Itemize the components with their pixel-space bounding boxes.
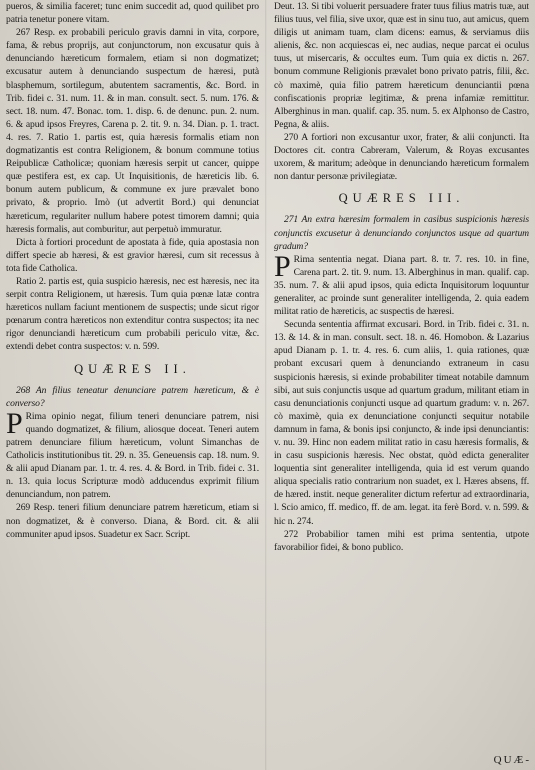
section-heading-quaeres-2: QUÆRES II.	[74, 361, 191, 376]
paragraph-271-first-text: Rima sententia negat. Diana part. 8. tr. 7. res. 10. in fine, Carena part. 2. tit. 9. num. 13. Alberghinus in man. qualif. cap. 35. num. 7. & alii apud ipsos, quia edicta Inquisitorum loquuntur generaliter, ac proinde sunt generaliter intelligenda, 2. quia eadem militat ratio de hæreticis, ac suspectis de hæresi.	[274, 253, 529, 318]
question-271: 271 An extra hæresim formalem in casibus suspicionis hæresis conjunctis excusetur à denunciando conjunctos usque ad quartum gradum?	[274, 214, 529, 252]
paragraph-268	[6, 406, 259, 502]
catchword: QUÆ-	[493, 754, 531, 766]
drop-cap: P	[274, 249, 291, 283]
paragraph-dicta: Dicta à fortiori procedunt de apostata à fide, quia apostasia non differt specie ab hæresi, & est gravior hæresi, cum sit recessus à tota fide Catholica.	[6, 236, 259, 274]
paragraph-268-text: Rima opinio negat, filium teneri denunciare patrem, nisi quando dogmatizet, & filium, aliosque doceat. Teneri autem patrem denunciare filium hæreticum, volunt Simanchas de Catholicis institutionibus tit. 29. n. 35. Geneuensis cap. 18. num. 9. & alii apud Dianam par. 1. tr. 4. res. 4. & Bord. in Trib. fidei c. 31. n. 13. quia locus Scripturæ modò adducendus exprimit filium denunciandum, non patrem.	[6, 410, 259, 501]
paragraph-ratio-2: Ratio 2. partis est, quia suspicio hæresis, nec est hæresis, nec ita serpit contra Religionem, ut hæresis. Tum quia pœnæ latæ contra hæreticos nullam faciunt mentionem de suspectis; unde sicut rigor pœnarum contra hæreticos non extenditur contra suspectos; ita nec rigor denunciandi hæreticum cum probabili periculo vitæ, &c. extendi debet contra suspectos: v. n. 599.	[6, 275, 259, 353]
section-heading-quaeres-3: QUÆRES III.	[338, 191, 465, 206]
page-gutter	[265, 0, 267, 770]
paragraph-267: 267 Resp. ex probabili periculo gravis damni in vita, corpore, fama, & rebus proprijs, aut conjunctorum, non excusatur quis à denunciando hæreticum formalem, etiam si non dogmatizet; excusatur autem à denunciando suspectum de hæresi, putà blasphemum, sortilegum, abutentem sacramentis, &c. Bord. in Trib. fidei c. 31. num. 11. & in man. consult. sect. 5. num. 176. & sect. 18. num. 47. Bonac. tom. 1. disp. 6. de denunc. pun. 2. num. 6. & apud ipsos Freyres, Carena p. 2. tit. 9. n. 34. Dian. p. 1. tract. 4. res. 7. Ratio 1. partis est, quia hæresis formalis etiam non dogmatizantis est contra Religionem, & bonum commune totius Reipublicæ Catholicæ; quoniam hæresis serpit ut cancer, quippe quæ pestifera est, ex cap. Ut Inquisitionis, de hæreticis lib. 6. bonum autem publicum, & commune ex jure prævalet bono privato, & proprio. Imò (ut advertit Bord.) qui denunciat hæreticum, regulariter nullum habere potest timorem damni; quia hæresis formalis, aut comburitur, aut perpetuò immuratur.	[6, 27, 259, 235]
right-column	[274, 0, 529, 770]
paragraph-270: 270 A fortiori non excusantur uxor, frater, & alii conjuncti. Ita Doctores cit. contra Cabreram, Valerum, & Royas excusantes uxorem, & maritum; adeòque in denunciando hæreticum formalem non dantur personæ privilegiatæ.	[274, 131, 529, 183]
paragraph-271-second: Secunda sententia affirmat excusari. Bord. in Trib. fidei c. 31. n. 13. & 14. & in man. consult. sect. 18. n. 46. Homobon. & Lazarius apud Dianam p. 1. tr. 4. res. 6. cum aliis, 1. quia rationes, quæ probant excusari quem à denunciando extraneum in casu suspicionis hæresis, si exinde probabiliter timeat notabile damnum sibi, aut suis conjunctis usque ad quartum gradum, militant etiam in casu denunciationis conjuncti usque ad quartum gradum: v. n. 267. cò maximè, quia ex denunciatione conjuncti sequitur notabile damnum in fama, & bonis ipsi conjuncto, & inde ipsi denunciantis: v. nu. 39. Hinc non eadem militat ratio in casu hæresis formalis, & in casu suspicionis hæresis. Nec obstat, quòd edicta generaliter loquentia sint generaliter intelligenda, quia id est verum quando aliqua specialis ratio contrarium non suadet, ex l. Hæres absens, ff. de hæred. instit. neque generaliter dictum refertur ad extraordinaria, l. Scio amico, ff. medico, ff. de am. legat. ita ferè Bord. v. n. 599. & hic n. 274.	[274, 319, 529, 527]
left-column	[6, 0, 259, 770]
paragraph-deut-13: Deut. 13. Si tibi voluerit persuadere frater tuus filius matris tuæ, aut filius tuus, vel filia, sive uxor, quæ est in sinu tuo, aut amicus, quem diligis ut animam tuam, clam dicens: eamus, & serviamus diis alienis, &c. non acquiescas ei, nec audias, neque parcat ei oculus tuus, ut misercaris, & occultes eum. Tum quia ex dictis n. 267. bonum commune Religionis prævalet bono privato patris, filii, &c. cò maximè, quia filio patrem hæreticum denunciantii pœna confiscationis propriæ legitimæ, & prena infamiæ remittitur. Alberghinus in man. qualif. cap. 35. num. 5. ex Alphonso de Castro, Pegna, & aliis.	[274, 1, 529, 130]
paragraph-271-first	[274, 249, 529, 318]
paragraph-272: 272 Probabilior tamen mihi est prima sententia, utpote favorabilior fidei, & bono publico.	[274, 528, 529, 553]
drop-cap: P	[6, 406, 23, 440]
paragraph-intro: pueros, & similia faceret; tunc enim succedit ad, quod quilibet pro patria tenetur ponere vitam.	[6, 1, 259, 26]
question-268: 268 An filius teneatur denunciare patrem hæreticum, & è converso?	[6, 384, 259, 409]
paragraph-269: 269 Resp. teneri filium denunciare patrem hæreticum, etiam si non dogmatizet, & è converso. Diana, & Bord. cit. & alii communiter apud ipsos. Suadetur ex Sacr. Script.	[6, 502, 259, 540]
